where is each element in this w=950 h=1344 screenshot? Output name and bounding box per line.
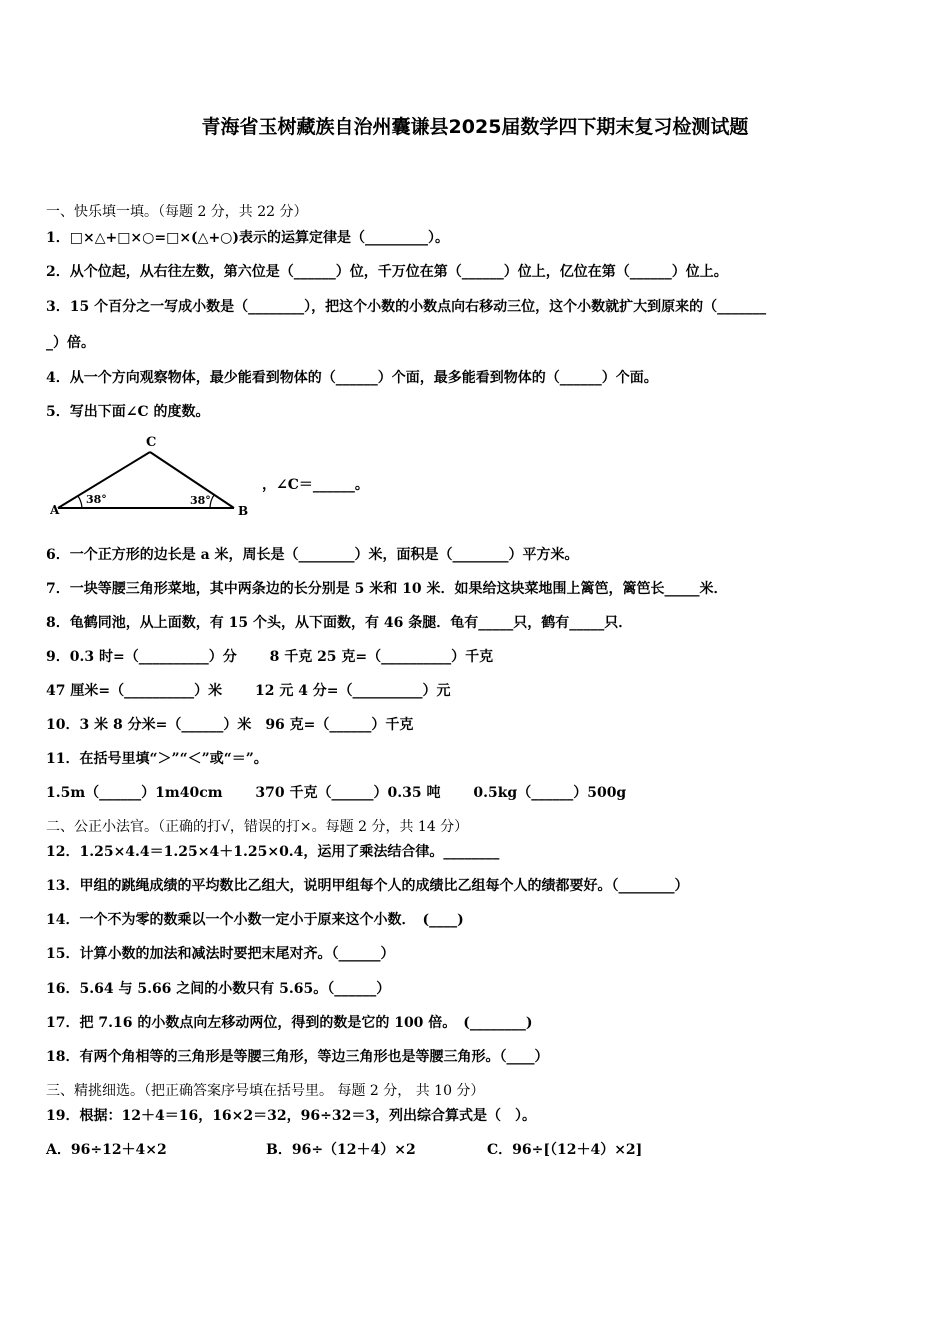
- question-16: 16．5.64 与 5.66 之间的小数只有 5.65。（______）: [46, 981, 391, 997]
- question-4: 4．从一个方向观察物体，最少能看到物体的（______）个面，最多能看到物体的（______）个面。: [46, 370, 658, 386]
- question-3-line1: 3．15 个百分之一写成小数是（________），把这个小数的小数点向右移动三位，这个小数就扩大到原来的（_______: [46, 299, 767, 315]
- section1-header: 一、快乐填一填。（每题 2 分，共 22 分）: [46, 204, 308, 220]
- question-9-line2: 47 厘米=（__________）米 12 元 4 分=（__________）元: [46, 683, 451, 699]
- question-11-items: 1.5m（______）1m40cm 370 千克（______）0.35 吨 0.5kg（______）500g: [46, 785, 627, 801]
- question-13: 13．甲组的跳绳成绩的平均数比乙组大，说明甲组每个人的成绩比乙组每个人的绩都要好。（________）: [46, 878, 689, 894]
- question-5: 5．写出下面∠C 的度数。: [46, 404, 210, 420]
- question-10: 10．3 米 8 分米=（______）米 96 克=（______）千克: [46, 717, 414, 733]
- question-7: 7．一块等腰三角形菜地，其中两条边的长分别是 5 米和 10 米．如果给这块菜地围上篱笆，篱笆长_____米．: [46, 581, 728, 597]
- triangle-figure: [44, 432, 254, 522]
- question-14: 14．一个不为零的数乘以一个小数一定小于原来这个小数． (____): [46, 912, 464, 928]
- question-2: 2．从个位起，从右往左数，第六位是（______）位，千万位在第（______）位上，亿位在第（______）位上。: [46, 264, 728, 280]
- question-5-answer: ，∠C＝______。: [262, 477, 369, 493]
- question-19: 19．根据：12＋4＝16，16×2＝32，96÷32＝3，列出综合算式是（ ）。: [46, 1108, 537, 1124]
- section2-header: 二、公正小法官。（正确的打√，错误的打×。每题 2 分，共 14 分）: [46, 819, 469, 835]
- question-1: 1．□×△+□×○=□×(△+○)表示的运算定律是（_________）。: [46, 230, 450, 246]
- angle-a-label: 38°: [86, 493, 107, 506]
- question-3-line2: _）倍。: [46, 335, 95, 351]
- vertex-c-label: C: [146, 435, 157, 450]
- option-c: C．96÷[（12＋4）×2]: [487, 1142, 643, 1158]
- option-b: B．96÷（12＋4）×2: [266, 1142, 416, 1158]
- angle-b-label: 38°: [190, 494, 211, 507]
- question-18: 18．有两个角相等的三角形是等腰三角形，等边三角形也是等腰三角形。（____）: [46, 1049, 549, 1065]
- vertex-a-label: A: [50, 503, 60, 517]
- option-a: A．96÷12＋4×2: [46, 1142, 167, 1158]
- question-9-line1: 9．0.3 时=（__________）分 8 千克 25 克=（__________）千克: [46, 649, 494, 665]
- question-11: 11．在括号里填“＞”“＜”或“＝”。: [46, 751, 268, 767]
- question-8: 8．龟鹤同池，从上面数，有 15 个头，从下面数，有 46 条腿．龟有_____只，鹤有_____只．: [46, 615, 633, 631]
- question-12: 12．1.25×4.4＝1.25×4＋1.25×0.4，运用了乘法结合律。________: [46, 844, 500, 860]
- section3-header: 三、精挑细选。（把正确答案序号填在括号里。 每题 2 分， 共 10 分）: [46, 1083, 485, 1099]
- vertex-b-label: B: [238, 504, 249, 518]
- question-6: 6．一个正方形的边长是 a 米，周长是（________）米，面积是（________）平方米。: [46, 547, 579, 563]
- question-17: 17．把 7.16 的小数点向左移动两位，得到的数是它的 100 倍。 (________): [46, 1015, 533, 1031]
- question-15: 15．计算小数的加法和减法时要把末尾对齐。（______）: [46, 946, 395, 962]
- page-title: 青海省玉树藏族自治州囊谦县2025届数学四下期末复习检测试题: [201, 116, 749, 138]
